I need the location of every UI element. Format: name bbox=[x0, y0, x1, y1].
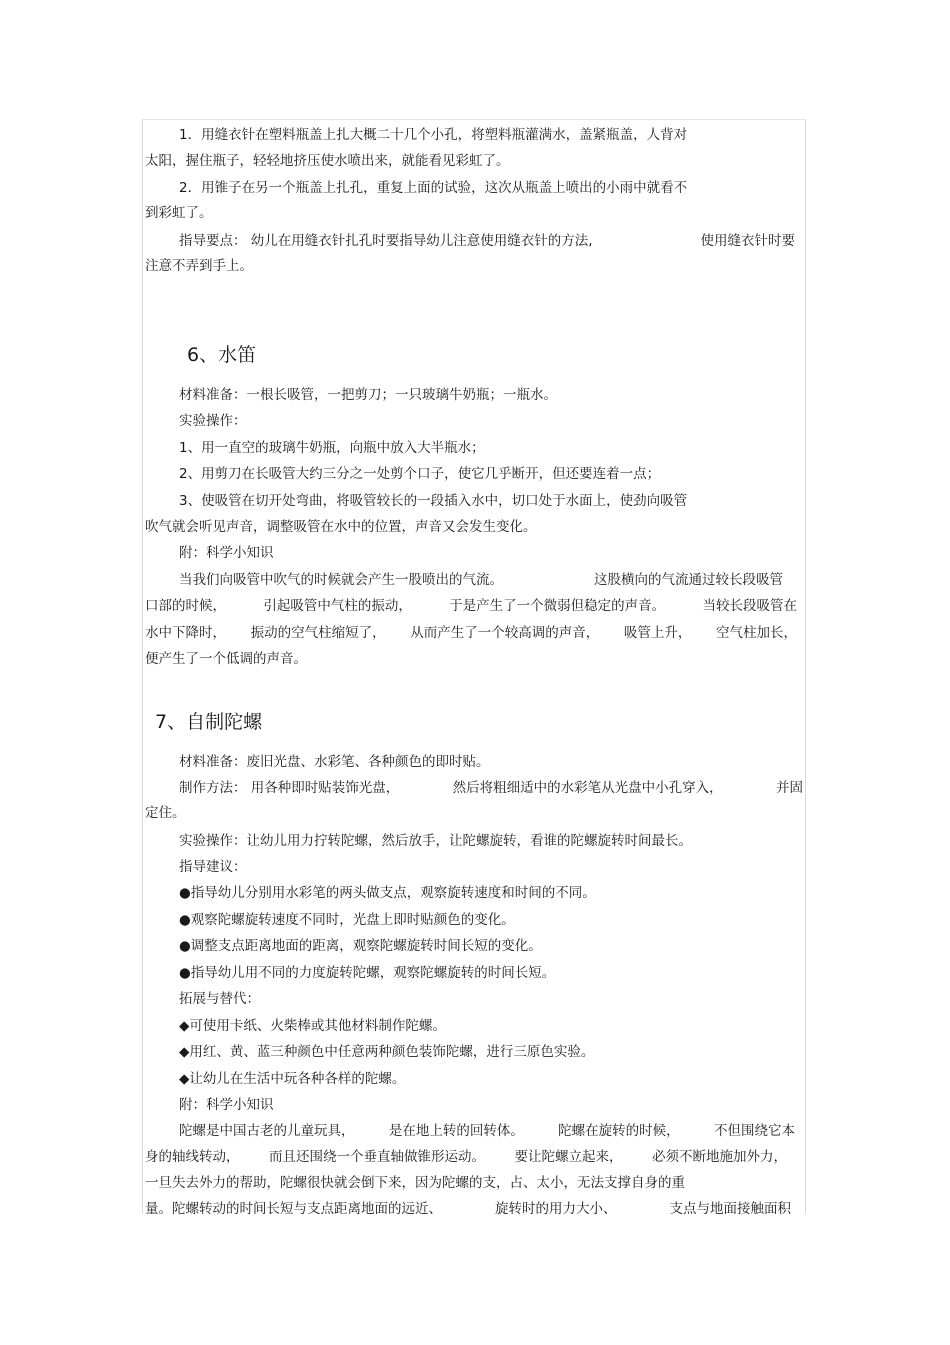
text-span: 不但围绕它本 bbox=[713, 1123, 795, 1139]
text-span: 量。陀螺转动的时间长短与支点距离地面的远近、 bbox=[145, 1201, 442, 1217]
paragraph-line: 3、使吸管在切开处弯曲，将吸管较长的一段插入水中，切口处于水面上，使劲向吸管 bbox=[179, 493, 688, 509]
paragraph-line: 一旦失去外力的帮助，陀螺很快就会倒下来，因为陀螺的支，占、太小，无法支撑自身的重 bbox=[145, 1175, 685, 1191]
text-span: 旋转时的用力大小、 bbox=[495, 1201, 617, 1217]
paragraph-line: 附：科学小知识 bbox=[179, 545, 274, 561]
paragraph-line: 材料准备：一根长吸管，一把剪刀；一只玻璃牛奶瓶；一瓶水。 bbox=[179, 387, 557, 403]
paragraph-line: 1、用一直空的玻璃牛奶瓶，向瓶中放入大半瓶水； bbox=[179, 440, 485, 456]
list-item: ◆用红、黄、蓝三种颜色中任意两种颜色装饰陀螺，进行三原色实验。 bbox=[179, 1044, 595, 1060]
text-span: 水中下降时， bbox=[145, 625, 226, 641]
paragraph-line bbox=[145, 624, 797, 642]
text-span: 要让陀螺立起来， bbox=[514, 1149, 623, 1165]
list-item: ●观察陀螺旋转速度不同时，光盘上即时贴颜色的变化。 bbox=[179, 912, 515, 928]
paragraph-line: 实验操作： bbox=[179, 413, 247, 429]
paragraph-line: 附：科学小知识 bbox=[179, 1097, 274, 1113]
paragraph-line: 实验操作：让幼儿用力拧转陀螺，然后放手，让陀螺旋转，看谁的陀螺旋转时间最长。 bbox=[179, 833, 692, 849]
text-span: 陀螺在旋转的时候， bbox=[558, 1123, 680, 1139]
paragraph-line: 材料准备：废旧光盘、水彩笔、各种颜色的即时贴。 bbox=[179, 754, 490, 770]
text-span: 是在地上转的回转体。 bbox=[388, 1123, 524, 1139]
text-span: 身的轴线转动， bbox=[145, 1149, 240, 1165]
paragraph-line bbox=[179, 1122, 795, 1140]
text-span: 指导要点： 幼儿在用缝衣针扎孔时要指导幼儿注意使用缝衣针的方法, bbox=[179, 233, 593, 249]
text-span: 当较长段吸管在 bbox=[702, 598, 797, 614]
text-span: 从而产生了一个较高调的声音， bbox=[410, 625, 600, 641]
paragraph-line bbox=[145, 597, 797, 615]
paragraph-line bbox=[179, 571, 783, 589]
section-heading-water-flute: 6、水笛 bbox=[187, 344, 257, 366]
text-span: 于是产生了一个微弱但稳定的声音。 bbox=[449, 598, 666, 614]
paragraph-line: 2、用剪刀在长吸管大约三分之一处剪个口子，使它几乎断开，但还要连着一点； bbox=[179, 466, 661, 482]
text-span: 支点与地面接触面积 bbox=[669, 1201, 791, 1217]
text-span: 空气柱加长， bbox=[716, 625, 797, 641]
paragraph-line bbox=[179, 232, 795, 250]
list-item: ●指导幼儿用不同的力度旋转陀螺，观察陀螺旋转的时间长短。 bbox=[179, 965, 556, 981]
text-span: 而且还围绕一个垂直轴做锥形运动。 bbox=[269, 1149, 485, 1165]
paragraph-line bbox=[145, 1148, 787, 1166]
paragraph-line: 便产生了一个低调的声音。 bbox=[145, 651, 307, 667]
text-span: 引起吸管中气柱的振动， bbox=[263, 598, 412, 614]
paragraph-line: 定住。 bbox=[145, 805, 186, 821]
paragraph-line: 指导建议： bbox=[179, 859, 247, 875]
text-span: 必须不断地施加外力， bbox=[652, 1149, 787, 1165]
text-span: 口部的时候， bbox=[145, 598, 226, 614]
paragraph-line: 到彩虹了。 bbox=[145, 205, 213, 221]
text-span: 制作方法： 用各种即时贴装饰光盘， bbox=[179, 780, 400, 796]
text-span: 并固 bbox=[775, 780, 803, 796]
paragraph-line: 吹气就会听见声音，调整吸管在水中的位置，声音又会发生变化。 bbox=[145, 519, 537, 535]
text-span: 然后将粗细适中的水彩笔从光盘中小孔穿入， bbox=[452, 780, 723, 796]
page-frame bbox=[142, 119, 806, 1217]
list-item: ●指导幼儿分别用水彩笔的两头做支点，观察旋转速度和时间的不同。 bbox=[179, 885, 596, 901]
text-span: 吸管上升， bbox=[623, 625, 692, 641]
text-span: 陀螺是中国古老的儿童玩具， bbox=[179, 1123, 355, 1139]
text-span: 振动的空气柱缩短了， bbox=[250, 625, 386, 641]
paragraph-line bbox=[179, 779, 803, 797]
text-span: 使用缝衣针时要 bbox=[700, 233, 795, 249]
paragraph-line: 1．用缝衣针在塑料瓶盖上扎大概二十几个小孔，将塑料瓶灌满水，盖紧瓶盖，人背对 bbox=[179, 127, 688, 143]
paragraph-line: 拓展与替代： bbox=[179, 991, 260, 1007]
text-span: 当我们向吸管中吹气的时候就会产生一股喷出的气流。 bbox=[179, 572, 503, 588]
section-heading-spinning-top: 7、自制陀螺 bbox=[155, 711, 263, 733]
list-item: ◆让幼儿在生活中玩各种各样的陀螺。 bbox=[179, 1071, 406, 1087]
paragraph-line: 太阳，握住瓶子，轻轻地挤压使水喷出来，就能看见彩虹了。 bbox=[145, 153, 510, 169]
list-item: ●调整支点距离地面的距离，观察陀螺旋转时间长短的变化。 bbox=[179, 938, 542, 954]
paragraph-line: 2．用锥子在另一个瓶盖上扎孔，重复上面的试验，这次从瓶盖上喷出的小雨中就看不 bbox=[179, 180, 688, 196]
paragraph-line bbox=[145, 1200, 791, 1218]
list-item: ◆可使用卡纸、火柴棒或其他材料制作陀螺。 bbox=[179, 1018, 446, 1034]
text-span: 这股横向的气流通过较长段吸管 bbox=[594, 572, 783, 588]
paragraph-line: 注意不弄到手上。 bbox=[145, 258, 253, 274]
